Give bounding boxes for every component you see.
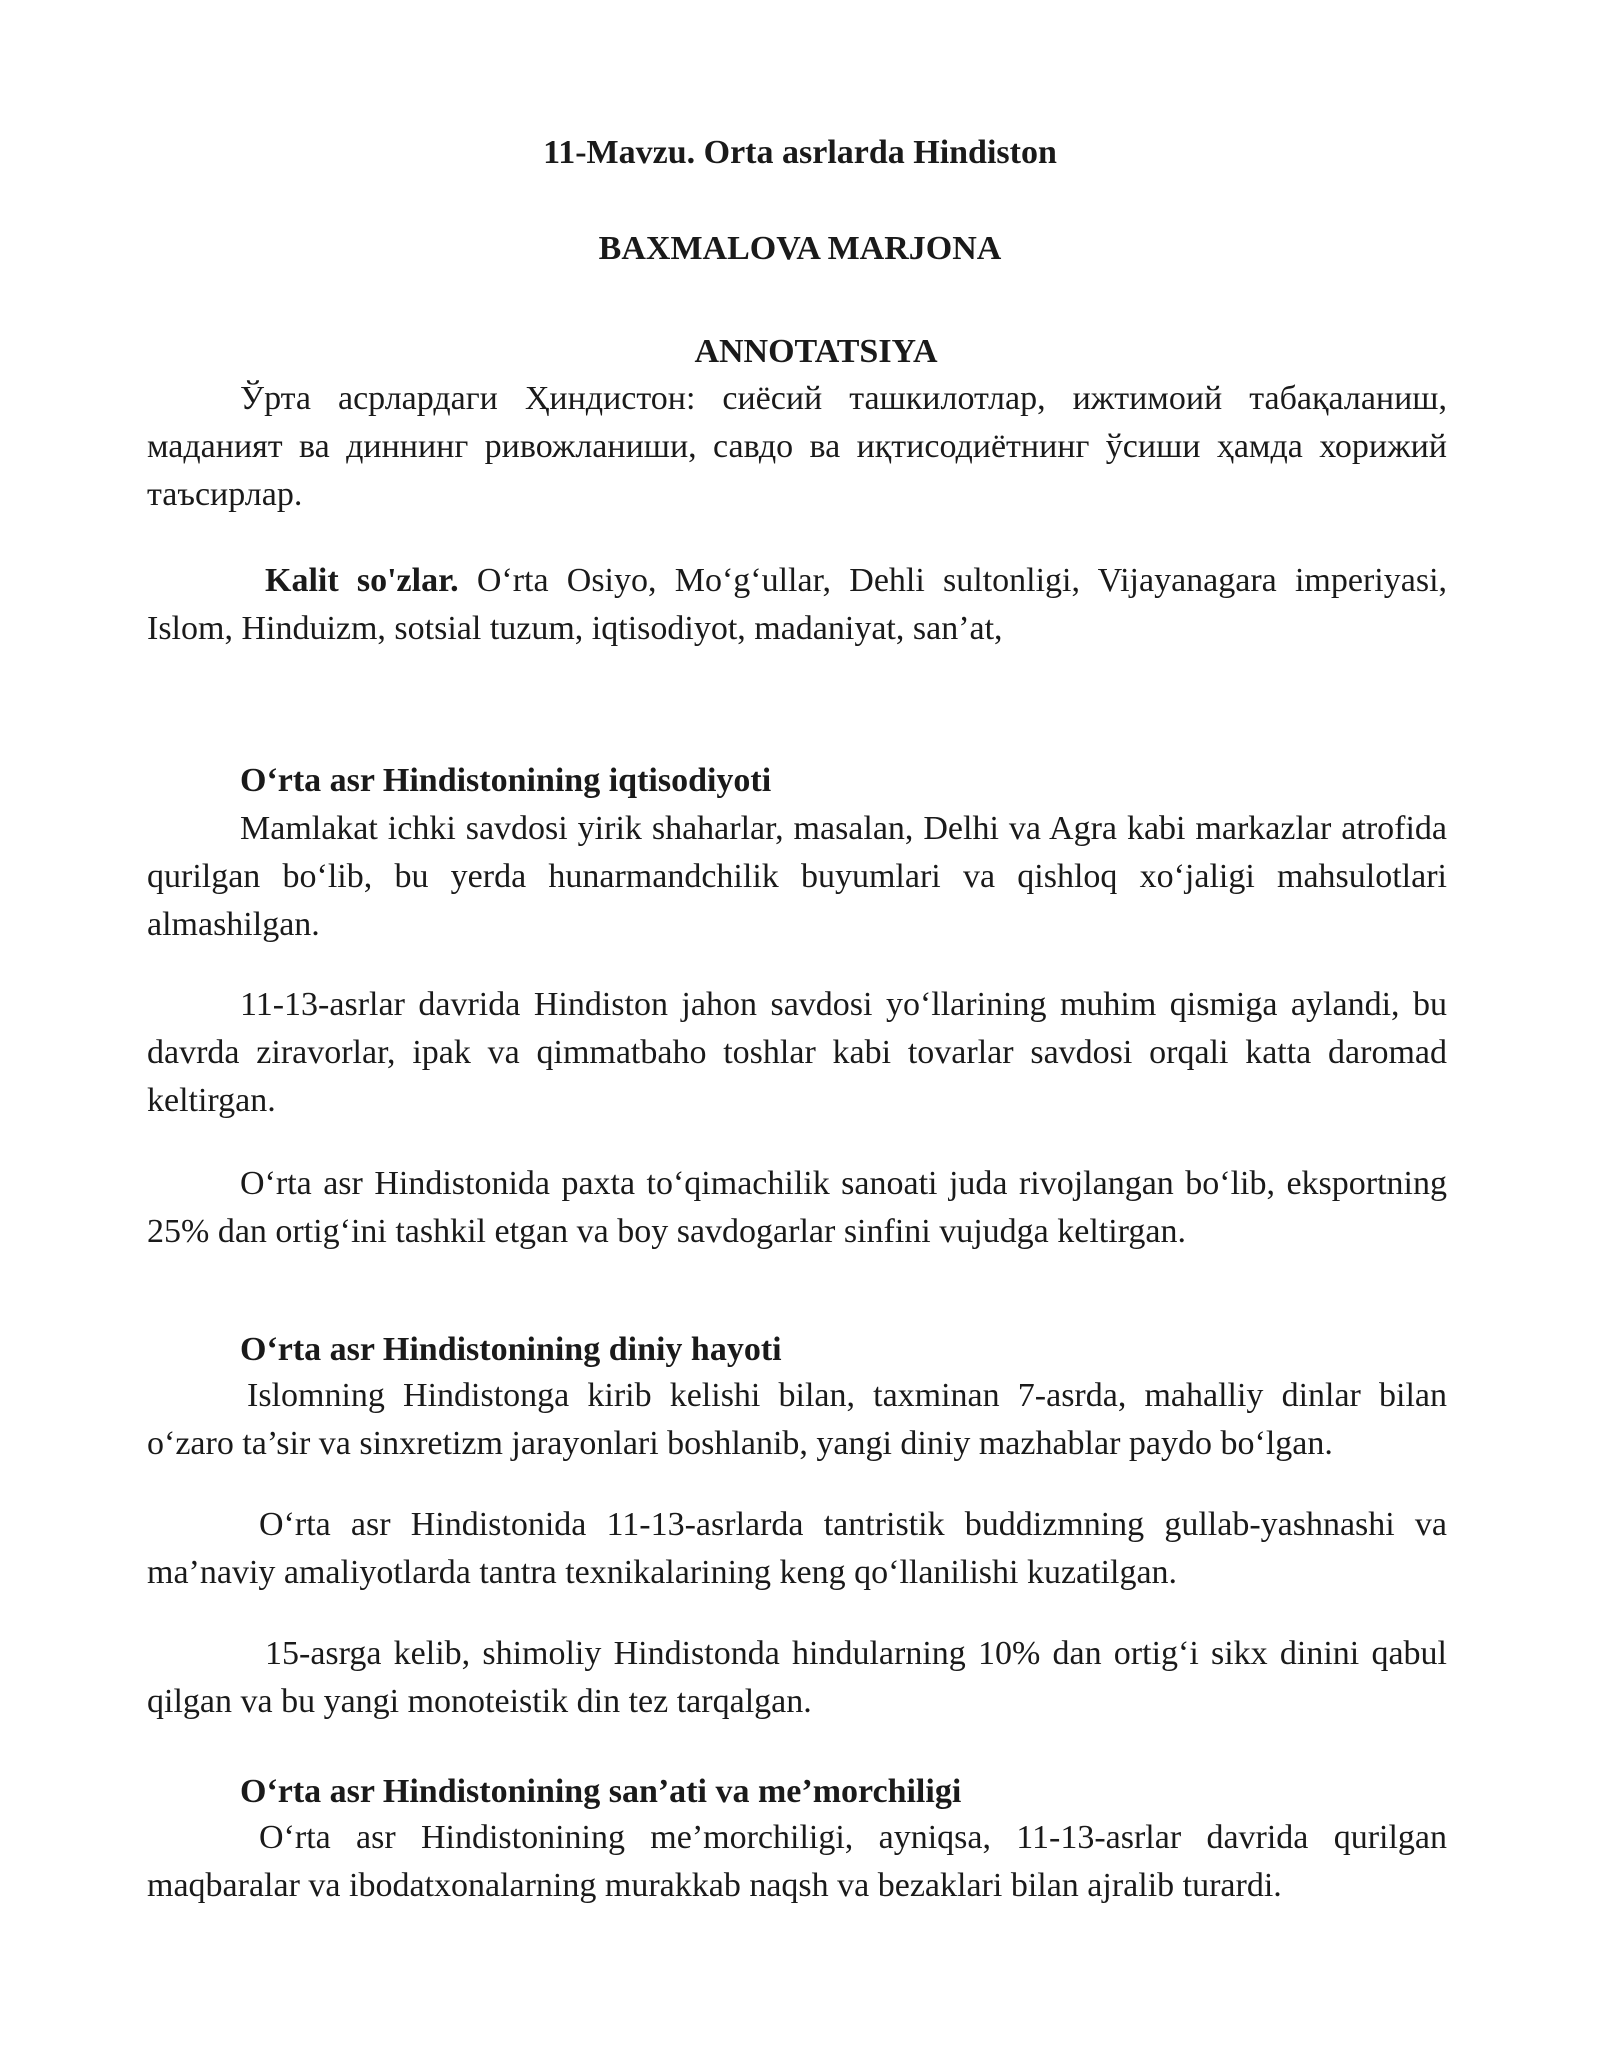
economy-paragraph-2-text: 11-13-asrlar davrida Hindiston jahon savdosi yo‘llarining muhim qismiga aylandi, bu davrda ziravorlar, ipak va qimmatbaho toshlar kabi tovarlar savdosi orqali katta daromad keltirgan.	[147, 986, 1447, 1119]
religion-paragraph-2	[147, 1501, 1447, 1597]
art-paragraph-1-text: O‘rta asr Hindistonining me’morchiligi, ayniqsa, 11-13-asrlar davrida qurilgan maqbaralar va ibodatxonalarning murakkab naqsh va bezaklari bilan ajralib turardi.	[147, 1819, 1447, 1904]
author-name: BAXMALOVA MARJONA	[598, 230, 1002, 267]
economy-paragraph-1	[147, 805, 1447, 949]
religion-paragraph-1-text: Islomning Hindistonga kirib kelishi bilan, taxminan 7-asrda, mahalliy dinlar bilan o‘zaro ta’sir va sinxretizm jarayonlari boshlanib, yangi diniy mazhablar paydo bo‘lgan.	[147, 1377, 1447, 1462]
art-heading: O‘rta asr Hindistonining san’ati va me’morchiligi	[240, 1773, 962, 1810]
keywords-text: O‘rta Osiyo, Mo‘g‘ullar, Dehli sultonligi, Vijayanagara imperiyasi, Islom, Hinduizm, sotsial tuzum, iqtisodiyot, madaniyat, san’at,	[147, 562, 1448, 647]
economy-paragraph-3	[147, 1160, 1447, 1256]
economy-paragraph-3-text: O‘rta asr Hindistonida paxta to‘qimachilik sanoati juda rivojlangan bo‘lib, eksportning 25% dan ortig‘ini tashkil etgan va boy savdogarlar sinfini vujudga keltirgan.	[147, 1165, 1447, 1250]
annotation-paragraph	[147, 375, 1447, 519]
document-title: 11-Mavzu. Orta asrlarda Hindiston	[543, 134, 1057, 171]
economy-paragraph-2	[147, 981, 1447, 1125]
annotation-text: Ўрта асрлардаги Ҳиндистон: сиёсий ташкилотлар, ижтимоий табақаланиш, маданият ва диннинг ривожланиши, савдо ва иқтисодиётнинг ўсиши ҳамда хорижий таъсирлар.	[147, 380, 1447, 513]
keywords-paragraph	[147, 557, 1447, 653]
keywords-label: Kalit so'zlar.	[265, 562, 459, 599]
annotation-heading: ANNOTATSIYA	[694, 333, 938, 370]
art-paragraph-1	[147, 1814, 1447, 1910]
religion-paragraph-2-text: O‘rta asr Hindistonida 11-13-asrlarda tantristik buddizmning gullab-yashnashi va ma’naviy amaliyotlarda tantra texnikalarining keng qo‘llanilishi kuzatilgan.	[147, 1506, 1447, 1591]
religion-paragraph-3-text: 15-asrga kelib, shimoliy Hindistonda hindularning 10% dan ortig‘i sikx dinini qabul qilgan va bu yangi monoteistik din tez tarqalgan.	[147, 1635, 1447, 1720]
religion-paragraph-1	[147, 1372, 1447, 1468]
economy-heading: O‘rta asr Hindistonining iqtisodiyoti	[240, 762, 772, 799]
religion-heading: O‘rta asr Hindistonining diniy hayoti	[240, 1331, 782, 1368]
economy-paragraph-1-text: Mamlakat ichki savdosi yirik shaharlar, masalan, Delhi va Agra kabi markazlar atrofida qurilgan bo‘lib, bu yerda hunarmandchilik buyumlari va qishloq xo‘jaligi mahsulotlari almashilgan.	[147, 810, 1447, 943]
religion-paragraph-3	[147, 1630, 1447, 1726]
